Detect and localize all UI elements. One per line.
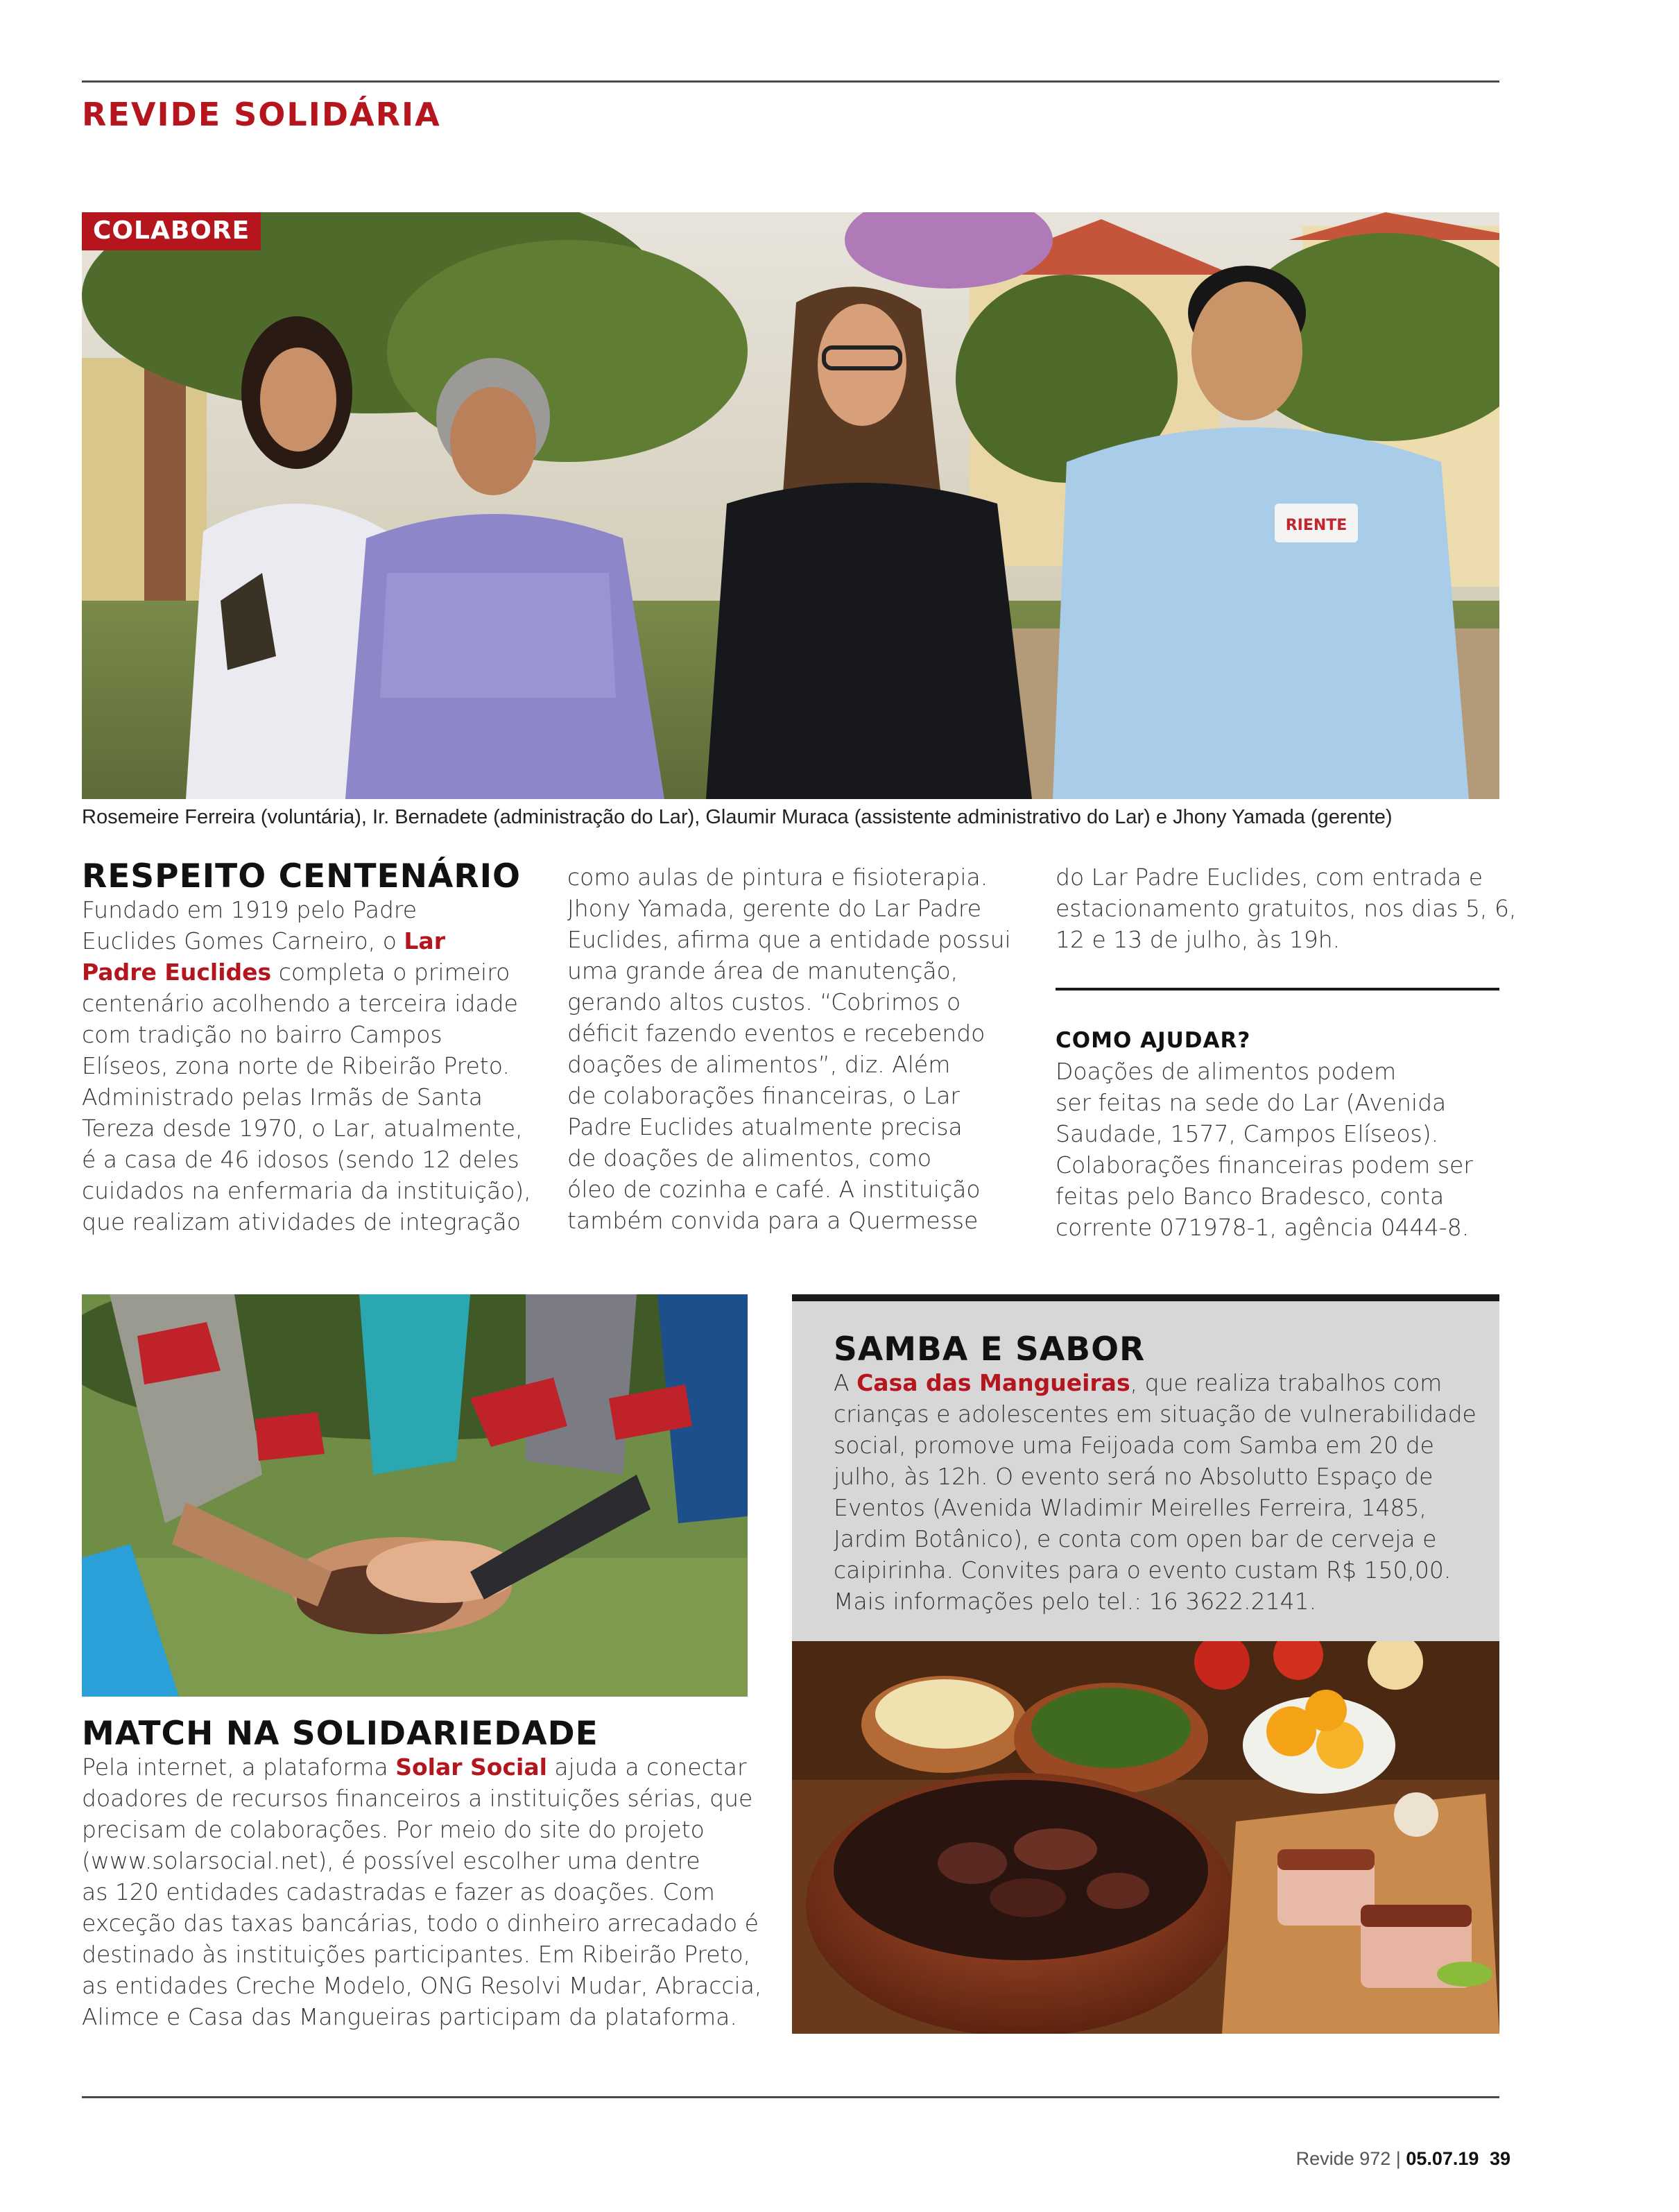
footer-date: 05.07.19 — [1406, 2148, 1479, 2169]
footer-page-number: 39 — [1489, 2148, 1510, 2169]
text-line: centenário acolhendo a terceira idade — [82, 990, 518, 1017]
text-line: Alimce e Casa das Mangueiras participam da plataforma. — [82, 2003, 737, 2030]
svg-text:RIENTE: RIENTE — [1285, 517, 1347, 534]
text-line: Mais informações pelo tel.: 16 3622.2141. — [834, 1588, 1317, 1615]
text-line — [82, 957, 540, 988]
article-match-title: MATCH NA SOLIDARIEDADE — [82, 1715, 599, 1753]
text-line: precisam de colaborações. Por meio do site do projeto — [82, 1816, 705, 1843]
article-respeito-text-col3 — [1056, 861, 1517, 955]
bottom-rule — [82, 2096, 1499, 2098]
text-line: doadores de recursos financeiros a instituições sérias, que — [82, 1785, 753, 1812]
text-line: Fundado em 1919 pelo Padre — [82, 896, 417, 923]
text-line: Euclides, afirma que a entidade possui — [567, 926, 1011, 953]
photo-caption: Rosemeire Ferreira (voluntária), Ir. Bernadete (administração do Lar), Glaumir Muraca (assistente administrativo do Lar) e Jhony Yamada (gerente) — [82, 806, 1393, 828]
text-fragment: , que realiza trabalhos com — [1130, 1369, 1443, 1396]
text-line: do Lar Padre Euclides, com entrada e — [1056, 864, 1483, 891]
top-rule — [82, 80, 1499, 83]
article-samba — [834, 1330, 1486, 1617]
text-line: que realizam atividades de integração — [82, 1208, 521, 1235]
text-line: déficit fazendo eventos e recebendo — [567, 1020, 985, 1047]
text-line — [834, 1367, 1486, 1398]
text-line: de colaborações financeiras, o Lar — [567, 1082, 960, 1109]
colabore-badge: COLABORE — [82, 212, 261, 250]
text-line: crianças e adolescentes em situação de vulnerabilidade — [834, 1400, 1476, 1427]
text-line: Jhony Yamada, gerente do Lar Padre — [567, 895, 982, 922]
como-ajudar-box — [1056, 1028, 1499, 1243]
article-samba-text — [834, 1367, 1486, 1617]
article-respeito-text-col2 — [567, 861, 1025, 1236]
text-line: as 120 entidades cadastradas e fazer as doações. Com — [82, 1878, 715, 1905]
solar-social-highlight: Solar Social — [395, 1754, 547, 1781]
text-line: julho, às 12h. O evento será no Absolutto Espaço de — [834, 1463, 1433, 1490]
text-fragment: A — [834, 1369, 857, 1396]
text-line: Saudade, 1577, Campos Elíseos). — [1056, 1120, 1439, 1147]
text-line: caipirinha. Convites para o evento custam R$ 150,00. — [834, 1557, 1452, 1584]
footer-magazine: Revide 972 — [1295, 2148, 1391, 2169]
text-line: também convida para a Quermesse — [567, 1207, 979, 1234]
text-line: Doações de alimentos podem — [1056, 1058, 1397, 1085]
text-line: é a casa de 46 idosos (sendo 12 deles — [82, 1146, 519, 1173]
lar-highlight: Lar — [404, 927, 445, 954]
text-line: de doações de alimentos, como — [567, 1144, 932, 1172]
text-line: como aulas de pintura e fisioterapia. — [567, 864, 988, 891]
text-line: cuidados na enfermaria da instituição), — [82, 1177, 531, 1204]
text-line: Padre Euclides atualmente precisa — [567, 1113, 963, 1140]
samba-box — [792, 1294, 1499, 1641]
text-line: feitas pelo Banco Bradesco, conta — [1056, 1183, 1445, 1210]
article-match-text — [82, 1751, 789, 2032]
text-line: doações de alimentos”, diz. Além — [567, 1051, 951, 1078]
text-line: uma grande área de manutenção, — [567, 957, 958, 984]
text-line: gerando altos custos. “Cobrimos o — [567, 988, 961, 1015]
text-line: Jardim Botânico), e conta com open bar de cerveja e — [834, 1525, 1437, 1552]
text-line: destinado às instituições participantes. Em Ribeirão Preto, — [82, 1941, 751, 1968]
text-line: óleo de cozinha e café. A instituição — [567, 1176, 981, 1203]
como-ajudar-text — [1056, 1056, 1499, 1243]
text-line: corrente 071978-1, agência 0444-8. — [1056, 1214, 1470, 1241]
feature-photo — [82, 212, 1499, 799]
article-respeito-text-col1 — [82, 894, 540, 1237]
text-line: as entidades Creche Modelo, ONG Resolvi Mudar, Abraccia, — [82, 1972, 762, 1999]
text-line: com tradição no bairro Campos — [82, 1021, 442, 1048]
text-line: exceção das taxas bancárias, todo o dinheiro arrecadado é — [82, 1910, 759, 1937]
text-line: estacionamento gratuitos, nos dias 5, 6, — [1056, 895, 1517, 922]
article-respeito-col1 — [82, 857, 540, 1237]
article-samba-title: SAMBA E SABOR — [834, 1330, 1146, 1369]
text-line: Administrado pelas Irmãs de Santa — [82, 1083, 483, 1111]
footer-separator: | — [1395, 2148, 1401, 2169]
page-footer — [1296, 2148, 1510, 2170]
padre-euclides-highlight: Padre Euclides — [82, 959, 272, 986]
text-line: ser feitas na sede do Lar (Avenida — [1056, 1089, 1447, 1116]
text-line: 12 e 13 de julho, às 19h. — [1056, 926, 1341, 953]
help-divider — [1056, 988, 1499, 991]
text-line — [82, 1751, 789, 1783]
section-title: REVIDE SOLIDÁRIA — [82, 96, 441, 133]
casa-mangueiras-highlight: Casa das Mangueiras — [856, 1369, 1130, 1396]
text-line: Tereza desde 1970, o Lar, atualmente, — [82, 1115, 523, 1142]
text-line — [82, 925, 540, 957]
feijoada-photo — [792, 1641, 1499, 2034]
text-fragment: ajuda a conectar — [546, 1754, 747, 1781]
text-fragment: Pela internet, a plataforma — [82, 1754, 396, 1781]
text-line: Elíseos, zona norte de Ribeirão Preto. — [82, 1052, 510, 1079]
text-line: Eventos (Avenida Wladimir Meirelles Ferreira, 1485, — [834, 1494, 1427, 1521]
text-line: social, promove uma Feijoada com Samba em 20 de — [834, 1432, 1434, 1459]
article-respeito-title: RESPEITO CENTENÁRIO — [82, 857, 522, 895]
text-line: (www.solarsocial.net), é possível escolher uma dentre — [82, 1847, 700, 1874]
article-match — [82, 1717, 789, 2032]
text-fragment: Euclides Gomes Carneiro, o — [82, 927, 404, 954]
hands-photo — [82, 1294, 748, 1697]
text-fragment: completa o primeiro — [271, 959, 510, 986]
como-ajudar-title: COMO AJUDAR? — [1056, 1028, 1251, 1053]
text-line: Colaborações financeiras podem ser — [1056, 1151, 1473, 1178]
